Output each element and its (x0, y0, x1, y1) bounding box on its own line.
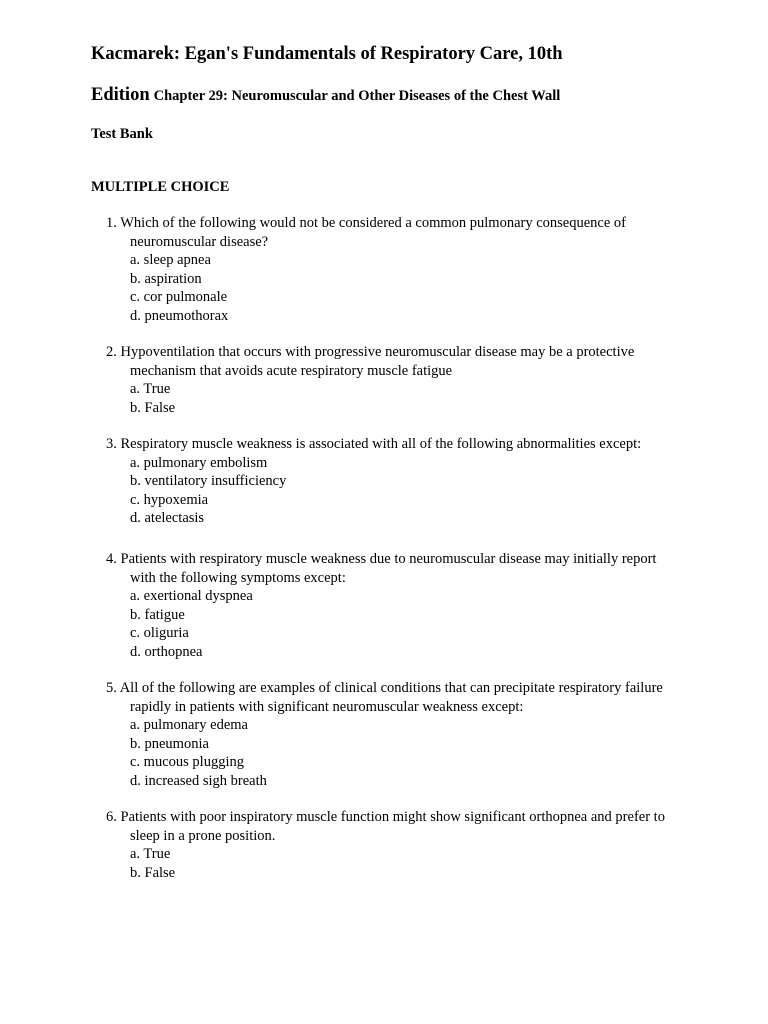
answer-option: d. pneumothorax (130, 307, 229, 324)
question-stem: 4. Patients with respiratory muscle weakness due to neuromuscular disease may initially report (106, 551, 657, 567)
edition-word: Edition (91, 85, 150, 105)
answer-option: a. pulmonary embolism (130, 454, 268, 471)
answer-option: b. aspiration (130, 270, 202, 287)
section-heading: MULTIPLE CHOICE (91, 179, 230, 195)
answer-option: a. True (130, 846, 171, 863)
answer-option: d. atelectasis (130, 510, 205, 527)
question-stem: 2. Hypoventilation that occurs with progressive neuromuscular disease may be a protective (106, 344, 635, 360)
answer-option: c. oliguria (130, 625, 189, 642)
question-4 (106, 550, 656, 662)
document-title-line2 (91, 85, 560, 106)
question-stem: 6. Patients with poor inspiratory muscle function might show significant orthopnea and prefer to (106, 809, 665, 825)
question-1 (106, 214, 626, 326)
question-stem-continued: neuromuscular disease? (130, 233, 269, 250)
answer-option: a. pulmonary edema (130, 717, 248, 734)
answer-option: d. orthopnea (130, 643, 203, 660)
answer-option: b. False (130, 864, 176, 881)
document-title-line1: Kacmarek: Egan's Fundamentals of Respiratory Care, 10th (91, 44, 563, 64)
answer-option: a. exertional dyspnea (130, 588, 253, 605)
answer-option: a. True (130, 381, 171, 398)
answer-option: b. ventilatory insufficiency (130, 473, 287, 490)
answer-option: c. mucous plugging (130, 754, 244, 771)
test-bank-label: Test Bank (91, 126, 153, 142)
question-stem-continued: with the following symptoms except: (130, 569, 346, 586)
answer-option: c. cor pulmonale (130, 289, 228, 306)
answer-option: b. False (130, 399, 176, 416)
answer-option: a. sleep apnea (130, 252, 211, 269)
answer-option: b. pneumonia (130, 735, 209, 752)
question-stem: 3. Respiratory muscle weakness is associated with all of the following abnormalities except: (106, 436, 642, 452)
question-stem-continued: rapidly in patients with significant neuromuscular weakness except: (130, 698, 524, 715)
question-stem: 1. Which of the following would not be considered a common pulmonary consequence of (106, 215, 626, 231)
chapter-title: Chapter 29: Neuromuscular and Other Diseases of the Chest Wall (153, 88, 561, 104)
answer-option: b. fatigue (130, 606, 185, 623)
answer-option: c. hypoxemia (130, 491, 209, 508)
question-5 (106, 679, 663, 791)
question-6 (106, 808, 665, 882)
question-stem: 5. All of the following are examples of clinical conditions that can precipitate respiratory failure (106, 680, 663, 696)
question-stem-continued: mechanism that avoids acute respiratory muscle fatigue (130, 362, 453, 379)
question-2 (106, 343, 634, 417)
question-3 (106, 435, 641, 528)
answer-option: d. increased sigh breath (130, 772, 267, 789)
question-stem-continued: sleep in a prone position. (130, 827, 276, 844)
